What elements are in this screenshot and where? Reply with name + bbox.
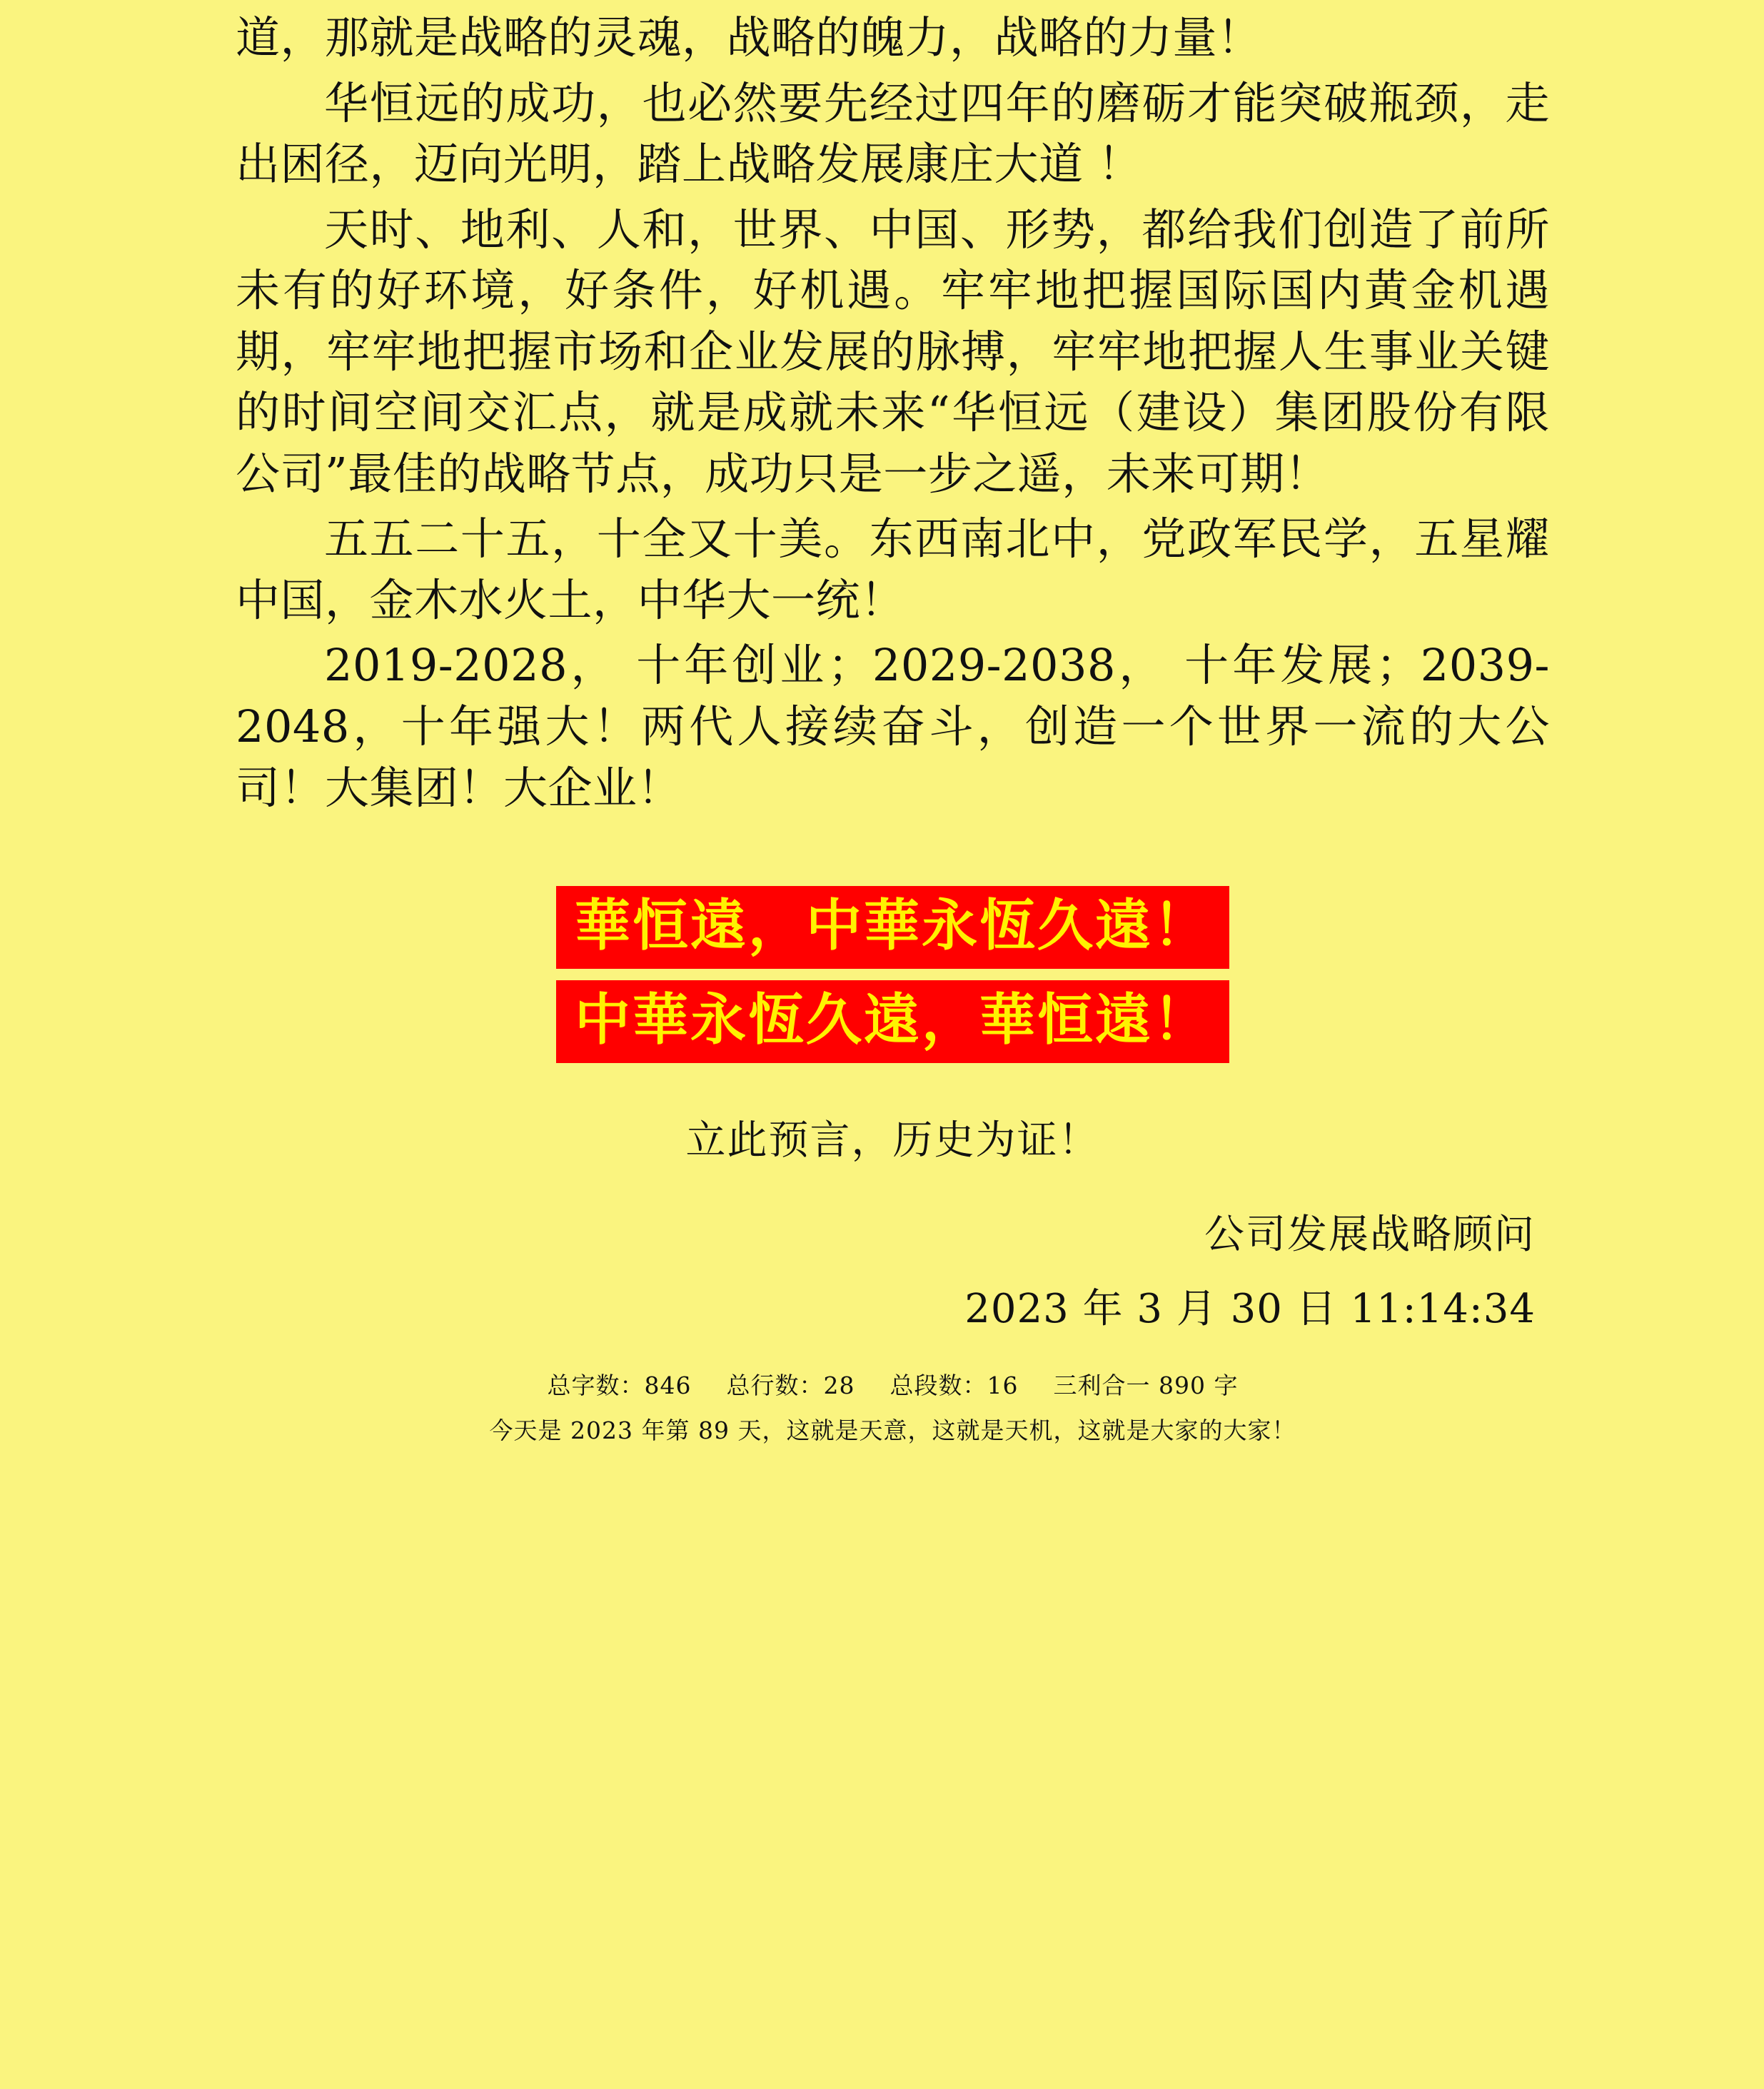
paragraph-3: 天时、地利、人和，世界、中国、形势，都给我们创造了前所未有的好环境，好条件，好机遇。牢牢地把握国际国内黄金机遇期，牢牢地把握市场和企业发展的脉搏，牢牢地把握人生事业关键的时间空间交汇点，就是成就未来“华恒远（建设）集团股份有限公司”最佳的战略节点，成功只是一步之遥，未来可期！ — [236, 203, 1550, 500]
slogan-banner-1: 華恒遠，中華永恆久遠！ — [556, 886, 1229, 969]
footnote-line: 今天是 2023 年第 89 天，这就是天意，这就是天机，这就是大家的大家！ — [489, 1416, 1296, 1444]
stat-combined: 三利合一 890 字 — [1053, 1371, 1239, 1399]
statistics-line — [236, 1367, 1550, 1401]
slogan-banner-2: 中華永恆久遠，華恒遠！ — [556, 980, 1229, 1063]
paragraph-5: 2019-2028， 十年创业；2029-2038， 十年发展；2039-2048，十年强大！两代人接续奋斗，创造一个世界一流的大公司！大集团！大企业！ — [236, 639, 1550, 814]
document-body — [236, 7, 1550, 818]
oath-line: 立此预言，历史为证！ — [685, 1117, 1100, 1164]
stat-total-paragraphs: 总段数：16 — [889, 1371, 1019, 1399]
paragraph-2: 华恒远的成功，也必然要先经过四年的磨砺才能突破瓶颈，走出困径，迈向光明，踏上战略发展康庄大道 ！ — [236, 76, 1550, 191]
stat-total-chars: 总字数：846 — [547, 1371, 692, 1399]
stat-total-lines: 总行数：28 — [726, 1371, 855, 1399]
signature-line: 公司发展战略顾问 — [1204, 1211, 1536, 1258]
paragraph-4: 五五二十五，十全又十美。东西南北中，党政军民学，五星耀中国，金木水火土，中华大一统！ — [236, 513, 1550, 626]
slogan-banners — [236, 886, 1550, 1074]
date-line: 2023 年 3 月 30 日 11:14:34 — [964, 1285, 1536, 1332]
paragraph-1: 道，那就是战略的灵魂，战略的魄力，战略的力量！ — [236, 11, 1262, 64]
